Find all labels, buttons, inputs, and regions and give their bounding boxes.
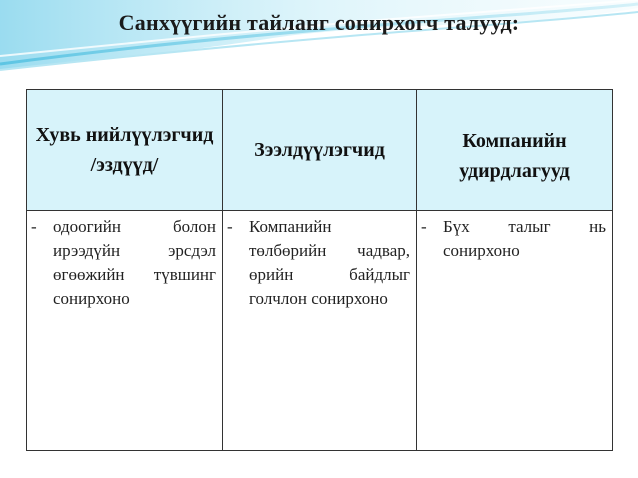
header-management: Компанийн удирдлагууд	[417, 90, 613, 211]
header-creditors: Зээлдүүлэгчид	[223, 90, 417, 211]
slide-title: Санхүүгийн тайланг сонирхогч талууд:	[118, 10, 520, 35]
stakeholders-table	[26, 89, 613, 451]
cell-text: одоогийн болон ирээдүйн эрсдэл өгөөжийн түвшинг сонирхоно	[53, 217, 216, 308]
cell-management	[417, 211, 613, 451]
cell-text: Бүх талыг нь сонирхоно	[443, 217, 606, 260]
header-row	[27, 90, 613, 211]
bullet-dash: -	[227, 217, 233, 236]
cell-creditors	[223, 211, 417, 451]
bullet-dash: -	[421, 217, 427, 236]
bullet-dash: -	[31, 217, 37, 236]
header-shareholders: Хувь нийлүүлэгчид /эздүүд/	[27, 90, 223, 211]
cell-text: Компанийн төлбөрийн чадвар, өрийн байдлыг голчлон сонирхоно	[249, 217, 410, 308]
cell-shareholders	[27, 211, 223, 451]
table-row	[27, 211, 613, 451]
